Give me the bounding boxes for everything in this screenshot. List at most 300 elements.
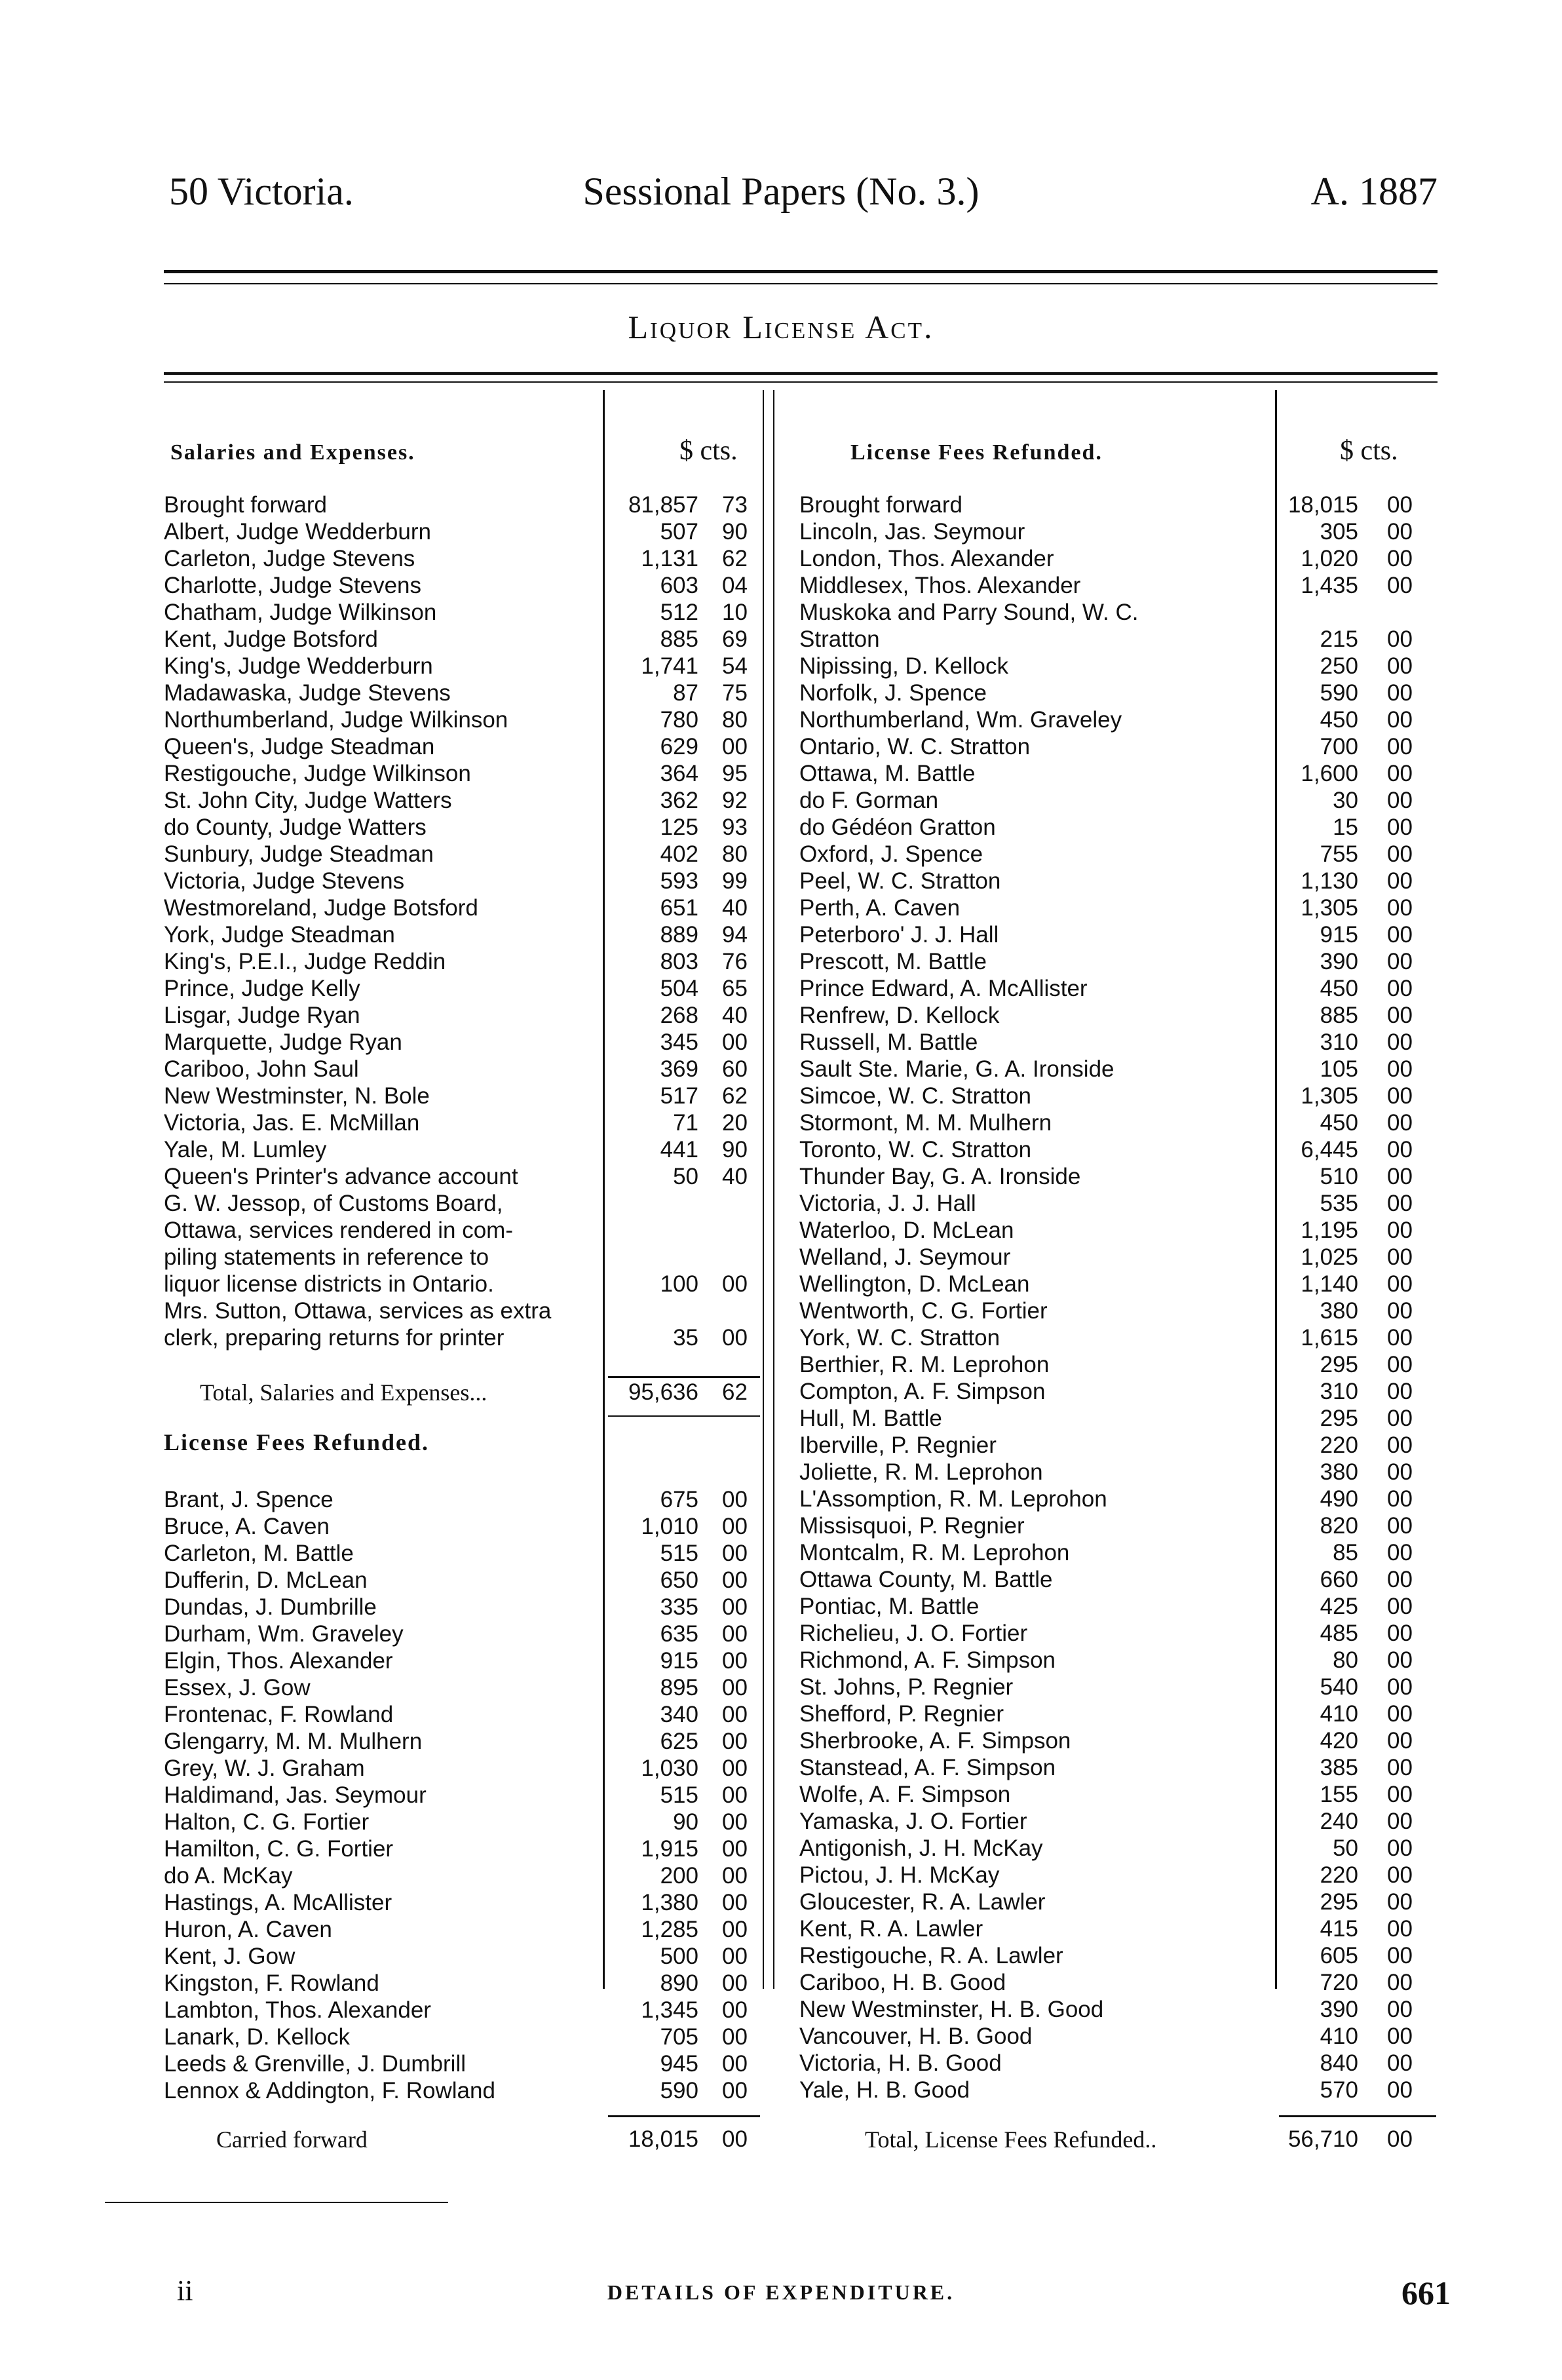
refund-cont-row-label: Cariboo, H. B. Good bbox=[799, 1970, 1006, 1995]
refund-cont-row-label: Joliette, R. M. Leprohon bbox=[799, 1459, 1043, 1485]
salary-row-dollars: 504 bbox=[660, 976, 698, 1001]
salary-row-dollars: 125 bbox=[660, 815, 698, 840]
refund-row-label: Kingston, F. Rowland bbox=[164, 1970, 379, 1996]
refund-cont-row-cents: 00 bbox=[1387, 1809, 1413, 1834]
refund-cont-row-label: Berthier, R. M. Leprohon bbox=[799, 1352, 1050, 1377]
refund-cont-row-label: Pontiac, M. Battle bbox=[799, 1594, 980, 1619]
salary-row-label: Lisgar, Judge Ryan bbox=[164, 1003, 360, 1028]
salary-row-label: G. W. Jessop, of Customs Board, bbox=[164, 1191, 503, 1216]
refund-cont-row-cents: 00 bbox=[1387, 1997, 1413, 2022]
salary-row-dollars: 603 bbox=[660, 573, 698, 598]
refund-row-label: Frontenac, F. Rowland bbox=[164, 1702, 394, 1727]
refund-cont-row-cents: 00 bbox=[1387, 788, 1413, 813]
refund-row-label: Hamilton, C. G. Fortier bbox=[164, 1836, 394, 1862]
refund-cont-row-cents: 00 bbox=[1387, 868, 1413, 894]
refund-row-cents: 00 bbox=[722, 1970, 748, 1996]
salary-row-cents: 62 bbox=[722, 1083, 748, 1109]
refund-row-dollars: 705 bbox=[660, 2024, 698, 2050]
refund-cont-row-dollars: 1,305 bbox=[1301, 895, 1358, 921]
refund-cont-row-cents: 00 bbox=[1387, 1782, 1413, 1807]
refund-row-dollars: 890 bbox=[660, 1970, 698, 1996]
refund-cont-row-cents: 00 bbox=[1387, 1191, 1413, 1216]
refund-row-cents: 00 bbox=[722, 1648, 748, 1674]
refund-cont-row-label: Wellington, D. McLean bbox=[799, 1271, 1030, 1297]
refund-cont-row-cents: 00 bbox=[1387, 1244, 1413, 1270]
salary-row-cents: 00 bbox=[722, 734, 748, 759]
salary-row-dollars: 512 bbox=[660, 600, 698, 625]
refund-cont-row-dollars: 450 bbox=[1320, 976, 1358, 1001]
refund-cont-row-label: Sherbrooke, A. F. Simpson bbox=[799, 1728, 1071, 1754]
salary-row-label: liquor license districts in Ontario. bbox=[164, 1271, 494, 1297]
refund-cont-row-dollars: 885 bbox=[1320, 1003, 1358, 1028]
refund-cont-row-label: Sault Ste. Marie, G. A. Ironside bbox=[799, 1056, 1114, 1082]
salary-row-dollars: 629 bbox=[660, 734, 698, 759]
refund-cont-row-dollars: 490 bbox=[1320, 1486, 1358, 1512]
salary-row-cents: 20 bbox=[722, 1110, 748, 1136]
refund-cont-row-cents: 00 bbox=[1387, 1432, 1413, 1458]
refund-cont-row-label: Brought forward bbox=[799, 492, 963, 518]
refund-cont-row-label: Wentworth, C. G. Fortier bbox=[799, 1298, 1048, 1324]
refunds-total-label: Total, License Fees Refunded.. bbox=[865, 2126, 1157, 2153]
refund-row-label: Kent, J. Gow bbox=[164, 1944, 295, 1969]
refund-cont-row-dollars: 1,600 bbox=[1301, 761, 1358, 786]
refund-row-dollars: 1,345 bbox=[641, 1997, 698, 2023]
refund-cont-row-dollars: 570 bbox=[1320, 2077, 1358, 2103]
salary-row-dollars: 402 bbox=[660, 841, 698, 867]
salary-row-dollars bbox=[621, 1190, 698, 1217]
refund-cont-row-dollars: 450 bbox=[1320, 1110, 1358, 1136]
salary-row-label: Kent, Judge Botsford bbox=[164, 626, 378, 652]
salary-row-label: Albert, Judge Wedderburn bbox=[164, 519, 431, 545]
refund-cont-row-dollars: 755 bbox=[1320, 841, 1358, 867]
salary-row-cents: 90 bbox=[722, 519, 748, 545]
refund-row-label: Dufferin, D. McLean bbox=[164, 1567, 368, 1593]
refund-row-cents: 00 bbox=[722, 1917, 748, 1942]
salary-row-dollars: 362 bbox=[660, 788, 698, 813]
refund-cont-row-label: Vancouver, H. B. Good bbox=[799, 2024, 1033, 2049]
footer-page-roman: ii bbox=[177, 2274, 193, 2307]
refund-cont-row-label: Hull, M. Battle bbox=[799, 1406, 942, 1431]
salary-row-cents: 73 bbox=[722, 492, 748, 518]
refund-cont-row-label: Lincoln, Jas. Seymour bbox=[799, 519, 1025, 545]
refund-row-dollars: 1,030 bbox=[641, 1756, 698, 1781]
salary-row-cents: 80 bbox=[722, 707, 748, 733]
salary-row-cents: 40 bbox=[722, 1003, 748, 1028]
refund-row-cents: 00 bbox=[722, 1756, 748, 1781]
refund-cont-row-cents: 00 bbox=[1387, 1325, 1413, 1351]
refund-row-label: Brant, J. Spence bbox=[164, 1487, 333, 1512]
right-amount-heading: $ cts. bbox=[1340, 436, 1398, 466]
refund-cont-row-dollars: 820 bbox=[1320, 1513, 1358, 1539]
salary-row-dollars: 803 bbox=[660, 949, 698, 974]
refund-row-cents: 00 bbox=[722, 1863, 748, 1889]
refund-cont-row-cents: 00 bbox=[1387, 815, 1413, 840]
refund-row-label: Lennox & Addington, F. Rowland bbox=[164, 2078, 495, 2103]
right-column-heading: License Fees Refunded. bbox=[850, 440, 1103, 465]
carried-forward-label: Carried forward bbox=[216, 2126, 368, 2153]
refund-cont-row-dollars: 720 bbox=[1320, 1970, 1358, 1995]
salary-row-cents: 92 bbox=[722, 788, 748, 813]
salary-row-dollars: 517 bbox=[660, 1083, 698, 1109]
salary-row-cents: 95 bbox=[722, 761, 748, 786]
page-title: Liquor License Act. bbox=[628, 309, 934, 345]
salary-row-dollars bbox=[621, 1297, 698, 1324]
refund-row-label: Lanark, D. Kellock bbox=[164, 2024, 351, 2050]
salary-row-dollars: 87 bbox=[673, 680, 698, 706]
refund-row-dollars: 90 bbox=[673, 1809, 698, 1835]
refund-cont-row-dollars: 385 bbox=[1320, 1755, 1358, 1780]
refund-cont-row-label: Prince Edward, A. McAllister bbox=[799, 976, 1088, 1001]
refund-cont-row-dollars: 1,305 bbox=[1301, 1083, 1358, 1109]
refund-cont-row-dollars: 840 bbox=[1320, 2050, 1358, 2076]
header-rule-thick bbox=[164, 270, 1438, 273]
refund-row-cents: 00 bbox=[722, 1621, 748, 1647]
refund-cont-row-cents: 00 bbox=[1387, 922, 1413, 948]
refund-cont-row-dollars: 80 bbox=[1333, 1647, 1358, 1673]
refund-cont-row-cents: 00 bbox=[1387, 1137, 1413, 1162]
refund-row-dollars: 200 bbox=[660, 1863, 698, 1889]
salary-row-label: Mrs. Sutton, Ottawa, services as extra bbox=[164, 1298, 552, 1324]
refund-cont-row-label: Wolfe, A. F. Simpson bbox=[799, 1782, 1011, 1807]
refund-row-label: Haldimand, Jas. Seymour bbox=[164, 1782, 427, 1808]
refund-cont-row-cents: 00 bbox=[1387, 519, 1413, 545]
refund-row-dollars: 340 bbox=[660, 1702, 698, 1727]
salary-row-dollars: 889 bbox=[660, 922, 698, 948]
refund-cont-row-label: Richelieu, J. O. Fortier bbox=[799, 1621, 1028, 1646]
center-separator-left bbox=[763, 390, 764, 1989]
refund-cont-row-dollars: 485 bbox=[1320, 1621, 1358, 1646]
salary-row-cents: 80 bbox=[722, 841, 748, 867]
refund-cont-row-label: L'Assomption, R. M. Leprohon bbox=[799, 1486, 1107, 1512]
refund-cont-row-cents: 00 bbox=[1387, 1218, 1413, 1243]
refund-row-cents: 00 bbox=[722, 2024, 748, 2050]
refund-row-dollars: 1,010 bbox=[641, 1514, 698, 1539]
salary-row-dollars: 364 bbox=[660, 761, 698, 786]
salary-row-label: piling statements in reference to bbox=[164, 1244, 489, 1270]
refunds-total-dollars: 56,710 bbox=[1287, 2126, 1358, 2152]
refunds-total-cents: 00 bbox=[1387, 2126, 1413, 2152]
refund-cont-row-dollars: 1,140 bbox=[1301, 1271, 1358, 1297]
refund-cont-row-label: Waterloo, D. McLean bbox=[799, 1218, 1014, 1243]
refund-cont-row-cents: 00 bbox=[1387, 1701, 1413, 1727]
refund-cont-row-label: Yamaska, J. O. Fortier bbox=[799, 1809, 1027, 1834]
refund-cont-row-label: Ottawa County, M. Battle bbox=[799, 1567, 1053, 1592]
refund-cont-row-dollars: 310 bbox=[1320, 1029, 1358, 1055]
refund-cont-row-cents: 00 bbox=[1387, 1621, 1413, 1646]
refund-cont-row-dollars: 605 bbox=[1320, 1943, 1358, 1968]
refund-row-label: Lambton, Thos. Alexander bbox=[164, 1997, 431, 2023]
refund-cont-row-label: Missisquoi, P. Regnier bbox=[799, 1513, 1025, 1539]
salaries-total-cents: 62 bbox=[722, 1379, 748, 1405]
refund-cont-row-cents: 00 bbox=[1387, 1970, 1413, 1995]
salary-row-cents bbox=[722, 1297, 761, 1324]
refund-row-cents: 00 bbox=[722, 1890, 748, 1915]
left-column-heading: Salaries and Expenses. bbox=[170, 440, 415, 465]
salary-row-cents: 40 bbox=[722, 895, 748, 921]
refund-row-cents: 00 bbox=[722, 1836, 748, 1862]
refund-cont-row-label: Gloucester, R. A. Lawler bbox=[799, 1889, 1046, 1915]
center-separator-right bbox=[773, 390, 774, 1989]
refund-cont-row-dollars: 415 bbox=[1320, 1916, 1358, 1942]
refund-cont-row-dollars: 305 bbox=[1320, 519, 1358, 545]
salary-row-dollars: 100 bbox=[660, 1271, 698, 1297]
refund-cont-row-cents: 00 bbox=[1387, 1459, 1413, 1485]
salary-row-cents: 62 bbox=[722, 546, 748, 571]
refund-cont-row-cents: 00 bbox=[1387, 1594, 1413, 1619]
refund-row-cents: 00 bbox=[722, 1541, 748, 1566]
carried-forward-cents: 00 bbox=[722, 2126, 748, 2152]
refund-cont-row-cents: 00 bbox=[1387, 1540, 1413, 1565]
refund-row-cents: 00 bbox=[722, 1702, 748, 1727]
refund-row-label: Grey, W. J. Graham bbox=[164, 1756, 365, 1781]
salary-row-label: Victoria, Jas. E. McMillan bbox=[164, 1110, 420, 1136]
salary-row-label: Madawaska, Judge Stevens bbox=[164, 680, 451, 706]
salary-row-label: Northumberland, Judge Wilkinson bbox=[164, 707, 508, 733]
salary-row-label: Queen's, Judge Steadman bbox=[164, 734, 435, 759]
left-amount-heading: $ cts. bbox=[679, 436, 738, 466]
refund-row-dollars: 1,285 bbox=[641, 1917, 698, 1942]
refund-cont-row-label: Pictou, J. H. McKay bbox=[799, 1862, 1000, 1888]
salary-row-label: Queen's Printer's advance account bbox=[164, 1164, 518, 1189]
refund-row-label: Leeds & Grenville, J. Dumbrill bbox=[164, 2051, 466, 2077]
refund-cont-row-label: Simcoe, W. C. Stratton bbox=[799, 1083, 1031, 1109]
refund-cont-row-cents: 00 bbox=[1387, 976, 1413, 1001]
refund-cont-row-label: Antigonish, J. H. McKay bbox=[799, 1835, 1043, 1861]
refund-cont-row-label: Middlesex, Thos. Alexander bbox=[799, 573, 1081, 598]
refund-row-dollars: 675 bbox=[660, 1487, 698, 1512]
refund-cont-row-cents: 00 bbox=[1387, 841, 1413, 867]
salary-row-label: Chatham, Judge Wilkinson bbox=[164, 600, 437, 625]
salary-row-dollars: 885 bbox=[660, 626, 698, 652]
refund-cont-row-dollars: 295 bbox=[1320, 1889, 1358, 1915]
refunds-subheading: License Fees Refunded. bbox=[164, 1429, 429, 1455]
refund-cont-row-label: Yale, H. B. Good bbox=[799, 2077, 970, 2103]
refund-cont-row-cents: 00 bbox=[1387, 1406, 1413, 1431]
salary-row-cents bbox=[722, 1217, 761, 1244]
salary-row-label: Restigouche, Judge Wilkinson bbox=[164, 761, 471, 786]
refund-cont-row-label: Prescott, M. Battle bbox=[799, 949, 987, 974]
refund-row-dollars: 945 bbox=[660, 2051, 698, 2077]
refund-cont-row-label: Norfolk, J. Spence bbox=[799, 680, 987, 706]
refund-cont-row-cents: 00 bbox=[1387, 1674, 1413, 1700]
salary-row-label: Westmoreland, Judge Botsford bbox=[164, 895, 478, 921]
carried-forward-dollars: 18,015 bbox=[628, 2126, 698, 2152]
refund-row-dollars: 635 bbox=[660, 1621, 698, 1647]
refund-cont-row-label: do Gédéon Gratton bbox=[799, 815, 996, 840]
salary-row-cents: 40 bbox=[722, 1164, 748, 1189]
refund-row-dollars: 1,915 bbox=[641, 1836, 698, 1862]
salary-row-dollars: 651 bbox=[660, 895, 698, 921]
refund-cont-row-label: Welland, J. Seymour bbox=[799, 1244, 1011, 1270]
salary-row-dollars: 345 bbox=[660, 1029, 698, 1055]
refund-cont-row-cents: 00 bbox=[1387, 1755, 1413, 1780]
refund-cont-row-cents: 00 bbox=[1387, 1379, 1413, 1404]
salary-row-label: do County, Judge Watters bbox=[164, 815, 427, 840]
refund-cont-row-cents: 00 bbox=[1387, 1110, 1413, 1136]
refund-cont-row-label: Thunder Bay, G. A. Ironside bbox=[799, 1164, 1081, 1189]
salary-row-label: Prince, Judge Kelly bbox=[164, 976, 360, 1001]
refund-cont-row-cents: 00 bbox=[1387, 1486, 1413, 1512]
salaries-total-underline bbox=[608, 1415, 760, 1417]
refund-cont-row-cents: 00 bbox=[1387, 761, 1413, 786]
refund-row-dollars: 1,380 bbox=[641, 1890, 698, 1915]
refund-row-label: Carleton, M. Battle bbox=[164, 1541, 354, 1566]
refund-cont-row-cents: 00 bbox=[1387, 1567, 1413, 1592]
refund-cont-row-dollars: 1,020 bbox=[1301, 546, 1358, 571]
refund-row-dollars: 590 bbox=[660, 2078, 698, 2103]
refund-row-cents: 00 bbox=[722, 2078, 748, 2103]
refund-row-label: Halton, C. G. Fortier bbox=[164, 1809, 370, 1835]
refund-cont-row-cents: 00 bbox=[1387, 707, 1413, 733]
refund-cont-row-dollars: 425 bbox=[1320, 1594, 1358, 1619]
refund-cont-row-label: Oxford, J. Spence bbox=[799, 841, 983, 867]
refund-row-dollars: 500 bbox=[660, 1944, 698, 1969]
refund-cont-row-dollars: 1,435 bbox=[1301, 573, 1358, 598]
refund-cont-row-dollars: 295 bbox=[1320, 1406, 1358, 1431]
refund-cont-row-label: Northumberland, Wm. Graveley bbox=[799, 707, 1122, 733]
refund-cont-row-cents: 00 bbox=[1387, 2050, 1413, 2076]
salary-row-cents: 93 bbox=[722, 815, 748, 840]
salary-row-dollars: 71 bbox=[673, 1110, 698, 1136]
refund-cont-row-label: Ontario, W. C. Stratton bbox=[799, 734, 1031, 759]
salary-row-label: Victoria, Judge Stevens bbox=[164, 868, 405, 894]
refund-row-cents: 00 bbox=[722, 1944, 748, 1969]
title-rule-thin bbox=[164, 381, 1438, 383]
refund-cont-row-cents bbox=[1387, 599, 1426, 626]
salary-row-dollars: 780 bbox=[660, 707, 698, 733]
refund-cont-row-dollars: 450 bbox=[1320, 707, 1358, 733]
refund-cont-row-dollars: 1,130 bbox=[1301, 868, 1358, 894]
refund-cont-row-cents: 00 bbox=[1387, 1513, 1413, 1539]
refund-cont-row-label: Kent, R. A. Lawler bbox=[799, 1916, 983, 1942]
refund-cont-row-label: Peterboro' J. J. Hall bbox=[799, 922, 999, 948]
refund-row-cents: 00 bbox=[722, 1675, 748, 1700]
refund-row-label: Bruce, A. Caven bbox=[164, 1514, 330, 1539]
salary-row-label: Cariboo, John Saul bbox=[164, 1056, 359, 1082]
refund-row-cents: 00 bbox=[722, 1567, 748, 1593]
refund-row-label: do A. McKay bbox=[164, 1863, 293, 1889]
footer-details: DETAILS OF EXPENDITURE. bbox=[607, 2280, 955, 2304]
refund-cont-row-cents: 00 bbox=[1387, 546, 1413, 571]
salary-row-dollars: 441 bbox=[660, 1137, 698, 1162]
refunds-total-rule bbox=[1279, 2115, 1436, 2117]
refund-cont-row-cents: 00 bbox=[1387, 2077, 1413, 2103]
refund-cont-row-dollars: 240 bbox=[1320, 1809, 1358, 1834]
refund-cont-row-label: Stanstead, A. F. Simpson bbox=[799, 1755, 1056, 1780]
footer-rule bbox=[105, 2202, 448, 2203]
refund-cont-row-dollars: 915 bbox=[1320, 922, 1358, 948]
refund-cont-row-label: do F. Gorman bbox=[799, 788, 939, 813]
carried-rule bbox=[608, 2115, 760, 2117]
salary-row-dollars: 593 bbox=[660, 868, 698, 894]
refund-row-cents: 00 bbox=[722, 1997, 748, 2023]
salary-row-dollars: 81,857 bbox=[628, 492, 698, 518]
salary-row-cents: 00 bbox=[722, 1325, 748, 1351]
refund-cont-row-dollars: 220 bbox=[1320, 1432, 1358, 1458]
salary-row-dollars: 35 bbox=[673, 1325, 698, 1351]
header-sessional-papers: Sessional Papers (No. 3.) bbox=[582, 170, 980, 213]
refund-row-dollars: 895 bbox=[660, 1675, 698, 1700]
refund-row-dollars: 515 bbox=[660, 1782, 698, 1808]
salary-row-label: Brought forward bbox=[164, 492, 328, 518]
refund-cont-row-label: New Westminster, H. B. Good bbox=[799, 1997, 1104, 2022]
refund-row-dollars: 515 bbox=[660, 1541, 698, 1566]
refund-cont-row-dollars: 30 bbox=[1333, 788, 1358, 813]
refund-cont-row-cents: 00 bbox=[1387, 492, 1413, 518]
refund-cont-row-cents: 00 bbox=[1387, 1056, 1413, 1082]
salary-row-label: King's, Judge Wedderburn bbox=[164, 653, 433, 679]
refund-cont-row-dollars: 540 bbox=[1320, 1674, 1358, 1700]
salary-row-cents: 00 bbox=[722, 1029, 748, 1055]
refund-row-cents: 00 bbox=[722, 1594, 748, 1620]
refund-cont-row-dollars: 1,615 bbox=[1301, 1325, 1358, 1351]
refund-row-cents: 00 bbox=[722, 1809, 748, 1835]
refund-cont-row-cents: 00 bbox=[1387, 1728, 1413, 1754]
refund-cont-row-cents: 00 bbox=[1387, 895, 1413, 921]
salary-row-dollars bbox=[621, 1244, 698, 1271]
refund-row-dollars: 915 bbox=[660, 1648, 698, 1674]
refund-cont-row-label: Muskoka and Parry Sound, W. C. bbox=[799, 600, 1139, 625]
salary-row-label: York, Judge Steadman bbox=[164, 922, 395, 948]
salary-row-label: New Westminster, N. Bole bbox=[164, 1083, 430, 1109]
salary-row-cents: 00 bbox=[722, 1271, 748, 1297]
salary-row-cents: 65 bbox=[722, 976, 748, 1001]
salary-row-cents: 75 bbox=[722, 680, 748, 706]
refund-cont-row-label: York, W. C. Stratton bbox=[799, 1325, 1000, 1351]
refund-cont-row-dollars: 310 bbox=[1320, 1379, 1358, 1404]
refund-cont-row-dollars: 215 bbox=[1320, 626, 1358, 652]
refund-row-label: Glengarry, M. M. Mulhern bbox=[164, 1729, 423, 1754]
refund-cont-row-dollars: 700 bbox=[1320, 734, 1358, 759]
refund-cont-row-dollars: 510 bbox=[1320, 1164, 1358, 1189]
refund-row-dollars: 650 bbox=[660, 1567, 698, 1593]
refund-cont-row-label: London, Thos. Alexander bbox=[799, 546, 1054, 571]
header-volume: 50 Victoria. bbox=[169, 170, 354, 213]
salary-row-label: St. John City, Judge Watters bbox=[164, 788, 452, 813]
refund-cont-row-dollars: 295 bbox=[1320, 1352, 1358, 1377]
refund-cont-row-label: Stormont, M. M. Mulhern bbox=[799, 1110, 1052, 1136]
salary-row-label: Ottawa, services rendered in com- bbox=[164, 1218, 513, 1243]
refund-cont-row-dollars: 410 bbox=[1320, 1701, 1358, 1727]
salary-row-label: King's, P.E.I., Judge Reddin bbox=[164, 949, 446, 974]
salary-row-dollars: 1,741 bbox=[641, 653, 698, 679]
salary-row-cents: 76 bbox=[722, 949, 748, 974]
refund-cont-row-dollars: 1,195 bbox=[1301, 1218, 1358, 1243]
refund-row-label: Essex, J. Gow bbox=[164, 1675, 311, 1700]
refund-row-dollars: 335 bbox=[660, 1594, 698, 1620]
refund-row-dollars: 625 bbox=[660, 1729, 698, 1754]
header-rule-thin bbox=[164, 283, 1438, 284]
salary-row-dollars bbox=[621, 1217, 698, 1244]
refund-cont-row-dollars: 660 bbox=[1320, 1567, 1358, 1592]
refund-cont-row-label: Victoria, J. J. Hall bbox=[799, 1191, 976, 1216]
refund-cont-row-label: Perth, A. Caven bbox=[799, 895, 961, 921]
salary-row-cents: 94 bbox=[722, 922, 748, 948]
salary-row-label: Carleton, Judge Stevens bbox=[164, 546, 415, 571]
refund-cont-row-cents: 00 bbox=[1387, 573, 1413, 598]
refund-cont-row-label: Russell, M. Battle bbox=[799, 1029, 978, 1055]
refund-cont-row-cents: 00 bbox=[1387, 1835, 1413, 1861]
refund-cont-row-cents: 00 bbox=[1387, 1916, 1413, 1942]
refund-cont-row-cents: 00 bbox=[1387, 680, 1413, 706]
refund-cont-row-label: Ottawa, M. Battle bbox=[799, 761, 976, 786]
refund-cont-row-cents: 00 bbox=[1387, 949, 1413, 974]
refund-cont-row-dollars: 380 bbox=[1320, 1459, 1358, 1485]
refund-cont-row-cents: 00 bbox=[1387, 1889, 1413, 1915]
refund-cont-row-cents: 00 bbox=[1387, 734, 1413, 759]
refund-cont-row-label: Montcalm, R. M. Leprohon bbox=[799, 1540, 1070, 1565]
header-year: A. 1887 bbox=[1310, 170, 1438, 213]
